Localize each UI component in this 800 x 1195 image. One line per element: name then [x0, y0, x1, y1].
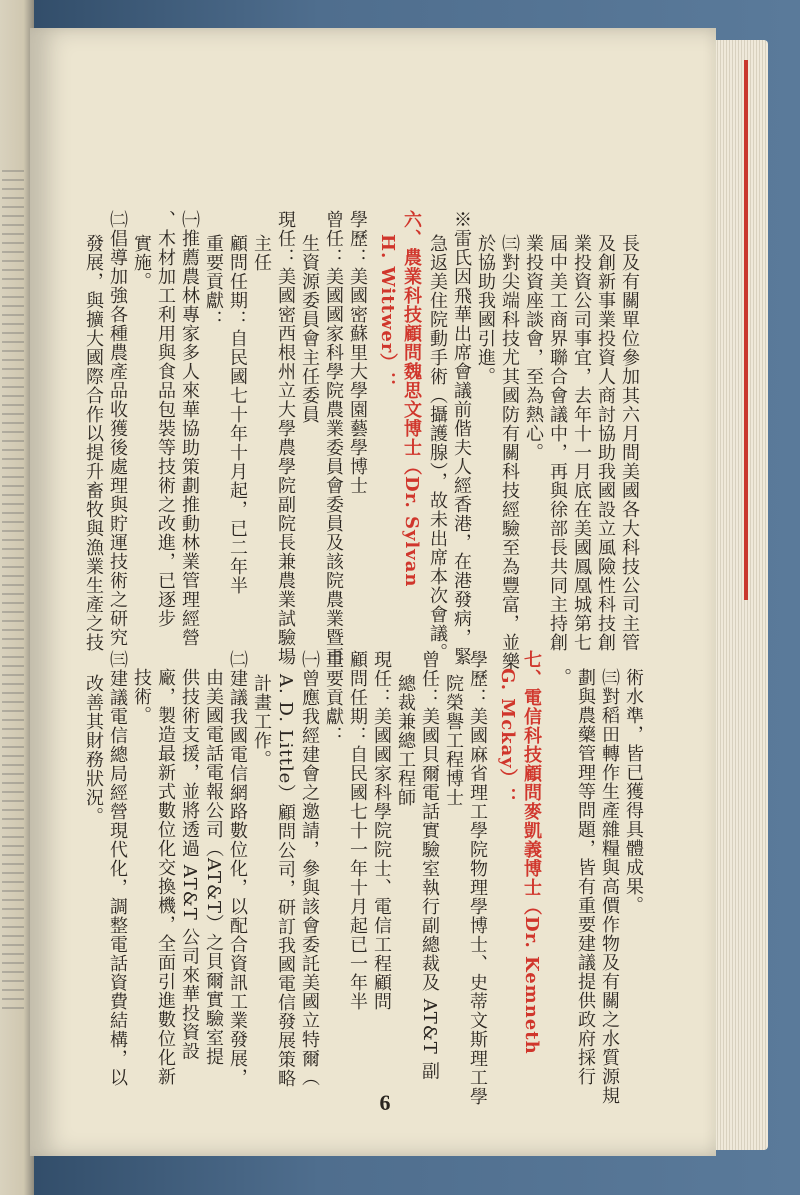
upper-section-heading-line: H. Wittwer）：	[377, 234, 398, 392]
lower-text-line: 廠，製造最新式數位化交換機，全面引進數位化新	[155, 668, 176, 1086]
upper-text-line: 發展，與擴大國際合作以提升畜牧與漁業生產之技	[83, 234, 104, 652]
document-page	[30, 28, 716, 1156]
upper-text-line: 、木材加工利用與食品包裝等技術之改進，已逐步	[155, 210, 176, 628]
lower-text-line: 重要貢獻：	[323, 650, 344, 745]
lower-text-line: A. D. Little）顧問公司，研訂我國電信發展策略	[275, 674, 296, 1089]
lower-text-line: ㈢對稻田轉作生產雜糧與高價作物及有關之水質源規	[599, 668, 620, 1105]
lower-text-line: 術水準，皆已獲得具體成果。	[623, 668, 644, 915]
upper-text-line: 業投資座談會，至為熱心。	[523, 234, 544, 462]
upper-text-line: 實施。	[131, 234, 152, 291]
upper-text-line: 曾任：美國國家科學院農業委員會委員及該院農業暨再	[323, 210, 344, 666]
lower-text-line: 院榮譽工程博士	[443, 674, 464, 807]
upper-text-line: 於協助我國引進。	[475, 234, 496, 386]
lower-text-line: ㈢建議電信總局經營現代化，調整電話資費結構，以	[107, 650, 128, 1087]
lower-text-line: 現任：美國國家科學院院士、電信工程顧問	[371, 650, 392, 1011]
lower-text-line: 學歷：美國麻省理工學院物理學博士、史蒂文斯理工學	[467, 650, 488, 1106]
lower-text-line: 計畫工作。	[251, 674, 272, 769]
lower-text-line: 總裁兼總工程師	[395, 674, 416, 807]
page-number: 6	[379, 1090, 391, 1115]
upper-text-line: ㈠推薦農林專家多人來華協助策劃推動林業管理經營	[179, 210, 200, 647]
upper-text-line: 學歷：美國密蘇里大學園藝學博士	[347, 210, 368, 495]
lower-text-line: 供技術支援，並將透過 AT&T 公司來華投資設	[179, 668, 200, 1061]
upper-text-line: ※雷氏因飛華出席會議前偕夫人經香港，在港發病，緊	[451, 210, 472, 666]
lower-section-heading-line: G. Mckay）：	[497, 668, 518, 807]
ribbon-marker	[744, 60, 748, 600]
lower-text-line: 顧問任期：自民國七十一年十月起已一年半	[347, 650, 368, 1011]
upper-text-line: ㈢對尖端科技尤其國防有關科技經驗至為豐富，並樂	[499, 234, 520, 671]
upper-text-line: 屆中美工商界聯合會議中，再與徐部長共同主持創	[547, 234, 568, 652]
upper-section-heading-line: 六、農業科技顧問魏思文博士（Dr. Sylvan	[401, 210, 422, 588]
upper-text-line: 重要貢獻：	[203, 234, 224, 329]
facing-page-edge	[0, 0, 34, 1195]
lower-section-heading-line: 七、電信科技顧問麥凱義博士（Dr. Kemneth	[521, 650, 542, 1055]
upper-text-line: 業投資公司事宜，去年十一月底在美國鳳凰城第七	[571, 234, 592, 652]
lower-text-line: ㈠曾應我經建會之邀請，參與該會委託美國立特爾（	[299, 650, 320, 1087]
upper-text-line: 急返美住院動手術（攝護腺），故未出席本次會議。	[427, 234, 448, 662]
lower-text-line: 劃與農藥管理等問題，皆有重要建議提供政府採行	[575, 668, 596, 1086]
lower-text-line: 改善其財務狀況。	[83, 674, 104, 826]
upper-text-line: 長及有關單位參加其六月間美國各大科技公司主管	[619, 234, 640, 652]
upper-text-line: ㈡倡導加強各種農產品收獲後處理與貯運技術之研究	[107, 210, 128, 647]
upper-text-line: 顧問任期：自民國七十年十月起，已二年半	[227, 234, 248, 595]
lower-text-line: 技術。	[131, 668, 152, 725]
upper-text-line: 現任：美國密西根州立大學農學院副院長兼農業試驗場	[275, 210, 296, 666]
lower-text-line: 。	[551, 668, 572, 687]
facing-page-text	[2, 170, 24, 1010]
lower-text-line: 曾任：美國貝爾電話實驗室執行副總裁及 AT&T 副	[419, 650, 440, 1081]
lower-text-line: ㈡建議我國電信網路數位化，以配合資訊工業發展，	[227, 650, 248, 1087]
upper-text-line: 主任	[251, 234, 272, 272]
upper-text-line: 及創新事業投資人商討協助我國設立風險性科技創	[595, 234, 616, 652]
lower-text-line: 由美國電話電報公司（AT&T）之貝爾實驗室提	[203, 668, 224, 1067]
upper-text-line: 生資源委員會主任委員	[299, 234, 320, 424]
